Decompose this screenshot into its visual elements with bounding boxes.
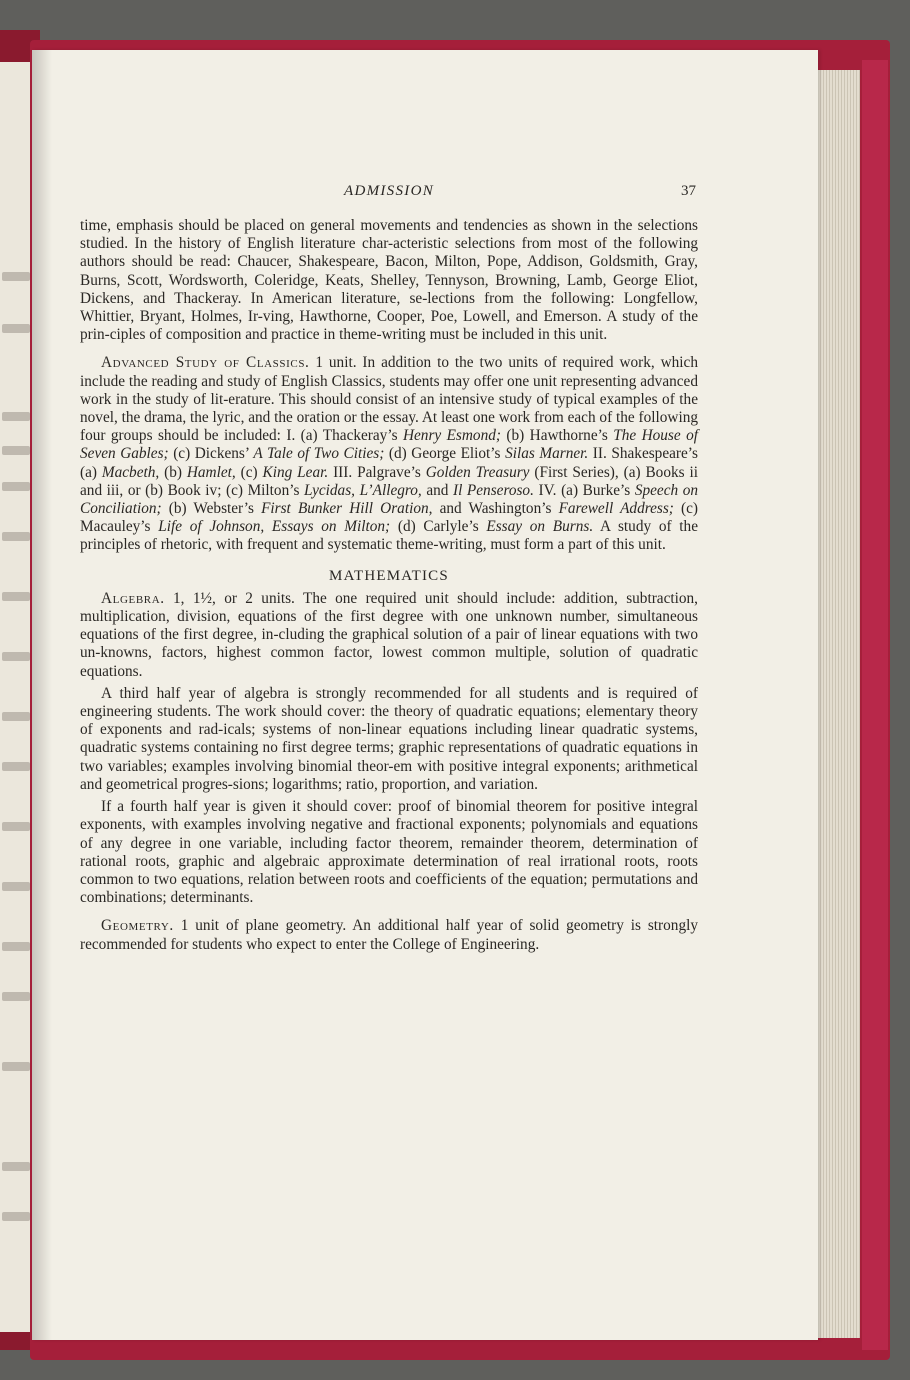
- title-hamlet: Hamlet,: [186, 463, 236, 481]
- title-lycidas-allegro: Lycidas, L’Allegro,: [304, 481, 422, 499]
- advanced-study-paragraph: Advanced Study of Classics. 1 unit. In addition to the two units of required work, which include the reading and study of English Classics, students may offer one unit representing advanced work in the study of lit-erature. This should consist of an intensive study of typical examples of the novel, the drama, the lyric, and the oration or the essay. At least one work from each of the following four groups should be included: I. (a) Thackeray’s Henry Esmond; (b) Hawthorne’s The House of Seven Gables; (c) Dickens’ A Tale of Two Cities; (d) George Eliot’s Silas Marner. II. Shakespeare’s (a) Macbeth, (b) Hamlet, (c) King Lear. III. Palgrave’s Golden Treasury (First Series), (a) Books ii and iii, or (b) Book iv; (c) Milton’s Lycidas, L’Allegro, and Il Penseroso. IV. (a) Burke’s Speech on Conciliation; (b) Webster’s First Bunker Hill Oration, and Washington’s Farewell Address; (c) Macauley’s Life of Johnson, Essays on Milton; (d) Carlyle’s Essay on Burns. A study of the principles of rhetoric, with frequent and systematic theme-writing, must form a part of this unit.: [80, 354, 699, 554]
- intro-paragraph: time, emphasis should be placed on general movements and tendencies as shown in the selections studied. In the history of English literature char-acteristic selections from most of the following authors should be read: Chaucer, Shakespeare, Bacon, Milton, Pope, Addison, Goldsmith, Gray, Burns, Scott, Wordsworth, Coleridge, Keats, Shelley, Tennyson, Browning, Lamb, George Eliot, Dickens, and Thackeray. In American literature, se-lections from the following: Longfellow, Whittier, Bryant, Holmes, Ir-ving, Hawthorne, Cooper, Poe, Lowell, and Emerson. A study of the prin-ciples of composition and practice in theme-writing must be included in this unit.: [80, 217, 698, 344]
- algebra-heading: Algebra.: [101, 589, 165, 607]
- running-head: [80, 182, 698, 206]
- fourth-half-year-paragraph: If a fourth half year is given it should cover: proof of binomial theorem for positive integral exponents, with examples involving negative and fractional exponents; polynomials and equations of any degree in one variable, including factor theorem, remainder theorem, determination of rational roots, graphic and algebraic approximate determination of real irrational roots, roots common to two equations, relation between roots and coefficients of the equation; permutations and combinations; determinants.: [80, 798, 698, 907]
- title-tale-of-two-cities: A Tale of Two Cities;: [253, 445, 385, 463]
- title-house-of-seven-gables: The House of Seven Gables;: [80, 427, 698, 463]
- page-number: 37: [681, 183, 696, 199]
- cover-spine-edge: [862, 60, 888, 1350]
- title-speech-on-conciliation: Speech on Conciliation;: [80, 481, 699, 518]
- title-king-lear: King Lear.: [262, 463, 329, 481]
- page-gutter-shadow: [32, 50, 52, 1340]
- geometry-paragraph: Geometry. 1 unit of plane geometry. An additional half year of solid geometry is strongly recommended for students who expect to enter the College of Engineering.: [80, 917, 698, 953]
- algebra-paragraph: Algebra. 1, 1½, or 2 units. The one required unit should include: addition, subtraction, multiplication, division, equations of the first degree with one unknown number, simultaneous equations of the first degree, in-cluding the graphical solution of a pair of linear equations with two un-knowns, factors, highest common factor, lowest common multiple, solution of quadratic equations.: [80, 589, 698, 680]
- page-content: [80, 182, 698, 954]
- facing-page-edge: [0, 62, 32, 1332]
- mathematics-section-title: MATHEMATICS: [329, 567, 449, 584]
- title-essay-on-burns: Essay on Burns.: [486, 518, 594, 536]
- title-farewell-address: Farewell Address;: [558, 500, 674, 518]
- title-life-of-johnson: Life of Johnson, Essays on Milton;: [158, 518, 391, 536]
- geometry-heading: Geometry.: [101, 917, 174, 935]
- title-il-penseroso: Il Penseroso.: [453, 481, 534, 499]
- running-head-title: ADMISSION: [343, 183, 435, 199]
- title-henry-esmond: Henry Esmond;: [402, 427, 501, 445]
- title-silas-marner: Silas Marner.: [505, 445, 589, 463]
- advanced-study-heading: Advanced Study of Classics.: [101, 354, 310, 372]
- third-half-year-paragraph: A third half year of algebra is strongly recommended for all students and is required of engineering students. The work should cover: the theory of quadratic equations; elementary theory of exponents and rad-icals; systems of non-linear equations including linear quadratic systems, quadratic systems containing no first degree terms; graphic representations of quadratic equations in two variables; examples involving binomial theor-em with positive integral exponents; arithmetical and geometrical progres-sions; logarithms; ratio, proportion, and variation.: [80, 684, 698, 793]
- title-bunker-hill-oration: First Bunker Hill Oration,: [261, 500, 433, 518]
- title-macbeth: Macbeth,: [101, 463, 160, 481]
- title-golden-treasury: Golden Treasury: [425, 463, 530, 481]
